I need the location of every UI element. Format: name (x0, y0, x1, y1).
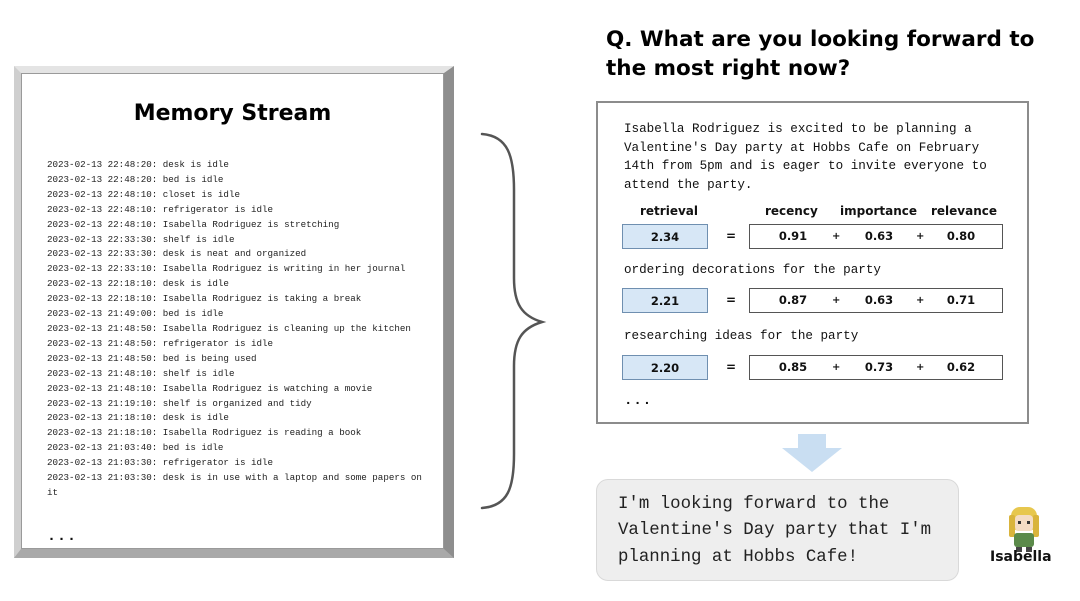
importance-value: 0.63 (864, 229, 894, 243)
factor-box (749, 288, 1003, 313)
header-retrieval: retrieval (640, 204, 698, 218)
memory-entry: 2023-02-13 21:18:10: Isabella Rodriguez is reading a book (47, 427, 362, 439)
memory-entry: 2023-02-13 21:19:10: shelf is organized and tidy (47, 397, 312, 409)
retrieval-ellipsis: ... (624, 393, 653, 409)
factor-box (749, 224, 1003, 249)
relevance-value: 0.80 (946, 229, 976, 243)
memory-entry: 2023-02-13 22:33:10: Isabella Rodriguez is writing in her journal (47, 263, 406, 275)
plus-sign: + (832, 362, 841, 373)
header-importance: importance (840, 204, 917, 218)
equals-sign: = (726, 293, 737, 307)
brace-path (482, 134, 542, 508)
memory-ellipsis: ... (47, 528, 78, 545)
isabella-avatar-icon (1001, 503, 1047, 553)
relevance-value: 0.62 (946, 360, 976, 374)
memory-stream-title: Memory Stream (133, 101, 332, 126)
memory-entry: 2023-02-13 22:48:20: desk is idle (47, 159, 229, 170)
memory-entry: 2023-02-13 22:33:30: desk is neat and organized (47, 248, 307, 260)
plus-sign: + (916, 295, 925, 306)
memory-list (47, 158, 427, 501)
retrieval-score-box: 2.20 (622, 355, 708, 380)
memory-entry: 2023-02-13 21:49:00: bed is idle (47, 308, 224, 320)
memory-entry: 2023-02-13 21:18:10: desk is idle (47, 412, 229, 424)
memory-label: ordering decorations for the party (624, 263, 881, 277)
header-recency: recency (765, 204, 818, 218)
memory-entry: 2023-02-13 22:48:10: Isabella Rodriguez is stretching (47, 218, 340, 230)
question-heading: Q. What are you looking forward to the most right now? (606, 27, 1035, 81)
down-arrow-icon (780, 434, 844, 474)
arrow-shape (782, 434, 842, 472)
memory-entry: 2023-02-13 21:48:50: refrigerator is idle (47, 337, 274, 349)
memory-entry: 2023-02-13 21:48:10: shelf is idle (47, 367, 235, 379)
recency-value: 0.91 (778, 229, 808, 243)
memory-entry: 2023-02-13 22:33:30: shelf is idle (47, 233, 235, 245)
answer-bubble (596, 479, 959, 581)
memory-entry: 2023-02-13 21:03:40: bed is idle (47, 442, 224, 454)
memory-stream-panel (14, 66, 454, 558)
memory-entry: 2023-02-13 21:48:10: Isabella Rodriguez is watching a movie (47, 382, 373, 394)
retrieval-score-box: 2.21 (622, 288, 708, 313)
memory-entry: 2023-02-13 21:03:30: refrigerator is idle (47, 457, 274, 469)
retrieval-panel (596, 101, 1029, 424)
equals-sign: = (726, 229, 737, 243)
plus-sign: + (916, 362, 925, 373)
memory-entry: 2023-02-13 22:48:10: refrigerator is idle (47, 203, 274, 215)
equals-sign: = (726, 360, 737, 374)
relevance-value: 0.71 (946, 293, 976, 307)
curly-brace-connector (470, 128, 550, 514)
plus-sign: + (832, 231, 841, 242)
memory-entry: 2023-02-13 21:48:50: bed is being used (47, 352, 257, 364)
memory-entry: 2023-02-13 22:48:20: bed is idle (47, 173, 224, 185)
plan-memory-text: Isabella Rodriguez is excited to be planning a Valentine's Day party at Hobbs Cafe on February 14th from 5pm and is eager to invite everyone to attend the party. (624, 122, 987, 192)
plus-sign: + (832, 295, 841, 306)
recency-value: 0.85 (778, 360, 808, 374)
header-relevance: relevance (931, 204, 998, 218)
memory-entry: 2023-02-13 22:48:10: closet is idle (47, 188, 240, 200)
plus-sign: + (916, 231, 925, 242)
avatar-name-label: Isabella (990, 549, 1052, 565)
importance-value: 0.73 (864, 360, 894, 374)
importance-value: 0.63 (864, 293, 894, 307)
retrieval-score-box: 2.34 (622, 224, 708, 249)
memory-entry: 2023-02-13 21:03:30: desk is in use with a laptop and some papers on it (47, 472, 422, 498)
memory-entry: 2023-02-13 22:18:10: Isabella Rodriguez is taking a break (47, 293, 362, 305)
recency-value: 0.87 (778, 293, 808, 307)
factor-box (749, 355, 1003, 380)
memory-label: researching ideas for the party (624, 329, 859, 343)
answer-text: I'm looking forward to the Valentine's Day party that I'm planning at Hobbs Cafe! (618, 495, 932, 567)
memory-entry: 2023-02-13 21:48:50: Isabella Rodriguez is cleaning up the kitchen (47, 322, 411, 334)
memory-entry: 2023-02-13 22:18:10: desk is idle (47, 278, 229, 290)
